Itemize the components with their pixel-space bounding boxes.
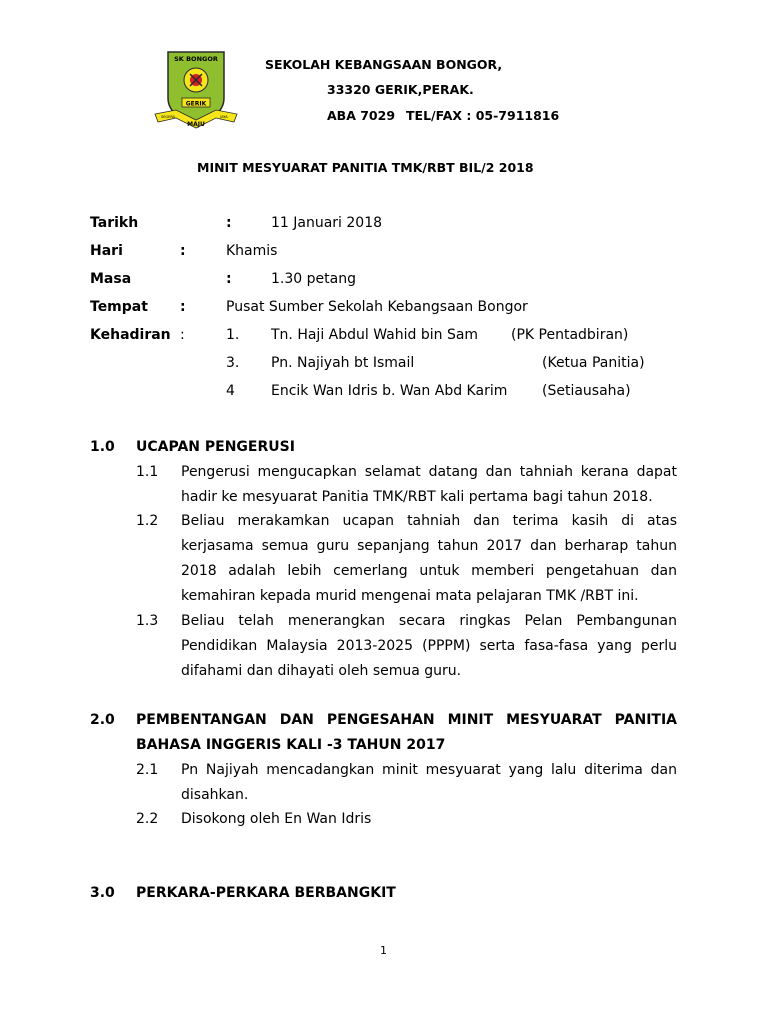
time-value: 1.30 petang [271, 271, 356, 287]
day-colon: : [180, 243, 186, 259]
item-text: Beliau merakamkan ucapan tahniah dan terima kasih di atas kerjasama semua guru sepanjang tahun 2017 dan berharap tahun 2018 adalah lebih cemerlang untuk memberi pengetahuan dan kemahiran kepada murid mengenai mata pelajaran TMK /RBT ini. [181, 513, 677, 604]
section-title: PEMBENTANGAN DAN PENGESAHAN MINIT MESYUARAT PANITIA BAHASA INGGERIS KALI -3 TAHUN 2017 [136, 712, 677, 753]
item-text: Pn Najiyah mencadangkan minit mesyuarat yang lalu diterima dan disahkan. [181, 762, 677, 803]
date-value: 11 Januari 2018 [271, 215, 383, 231]
logo-middle-text: GERIK [185, 100, 207, 108]
attendee-name: Tn. Haji Abdul Wahid bin Sam [271, 327, 479, 343]
date-label: Tarikh [90, 215, 139, 231]
time-label: Masa [90, 271, 132, 287]
item-number: 2.1 [136, 762, 159, 778]
logo-ribbon-left: SEGERA [160, 115, 176, 119]
attendee-name: Pn. Najiyah bt Ismail [271, 355, 415, 371]
school-logo [152, 50, 240, 138]
place-colon: : [180, 299, 186, 315]
item-number: 1.3 [136, 613, 159, 629]
section-number: 3.0 [90, 885, 115, 901]
page-number: 1 [380, 944, 387, 957]
day-label: Hari [90, 243, 123, 259]
logo-top-text: SK BONGOR [174, 55, 218, 63]
attendee-number: 4 [226, 383, 235, 399]
item-text: Beliau telah menerangkan secara ringkas Pelan Pembangunan Pendidikan Malaysia 2013-2025 (PPPM) serta fasa-fasa yang perlu difahami dan dihayati oleh semua guru. [181, 613, 677, 679]
attendee-role: (Setiausaha) [542, 383, 631, 399]
attendee-role: (Ketua Panitia) [542, 355, 645, 371]
attendee-number: 3. [226, 355, 240, 371]
date-colon: : [226, 215, 232, 231]
section-title: UCAPAN PENGERUSI [136, 439, 295, 455]
item-number: 2.2 [136, 811, 159, 827]
logo-ribbon-center: MAJU [187, 121, 205, 128]
section-number: 1.0 [90, 439, 115, 455]
place-label: Tempat [90, 299, 148, 315]
section-number: 2.0 [90, 712, 115, 728]
item-text: Disokong oleh En Wan Idris [181, 811, 372, 827]
place-value: Pusat Sumber Sekolah Kebangsaan Bongor [226, 299, 528, 315]
item-text: Pengerusi mengucapkan selamat datang dan tahniah kerana dapat hadir ke mesyuarat Panitia TMK/RBT kali pertama bagi tahun 2018. [181, 464, 677, 505]
attendee-number: 1. [226, 327, 240, 343]
day-value: Khamis [226, 243, 278, 259]
document-title: MINIT MESYUARAT PANITIA TMK/RBT BIL/2 2018 [197, 160, 534, 175]
attendance-colon: : [180, 327, 185, 343]
item-number: 1.1 [136, 464, 159, 480]
school-name: SEKOLAH KEBANGSAAN BONGOR, [265, 57, 503, 72]
school-address: 33320 GERIK,PERAK. [327, 82, 474, 97]
school-code: ABA 7029 [327, 108, 396, 123]
attendee-name: Encik Wan Idris b. Wan Abd Karim [271, 383, 508, 399]
attendee-role: (PK Pentadbiran) [511, 327, 629, 343]
logo-ribbon-right: JAYA [220, 115, 228, 119]
section-title: PERKARA-PERKARA BERBANGKIT [136, 885, 396, 901]
item-number: 1.2 [136, 513, 159, 529]
attendance-label: Kehadiran [90, 327, 171, 343]
time-colon: : [226, 271, 232, 287]
school-phone: TEL/FAX : 05-7911816 [406, 108, 560, 123]
